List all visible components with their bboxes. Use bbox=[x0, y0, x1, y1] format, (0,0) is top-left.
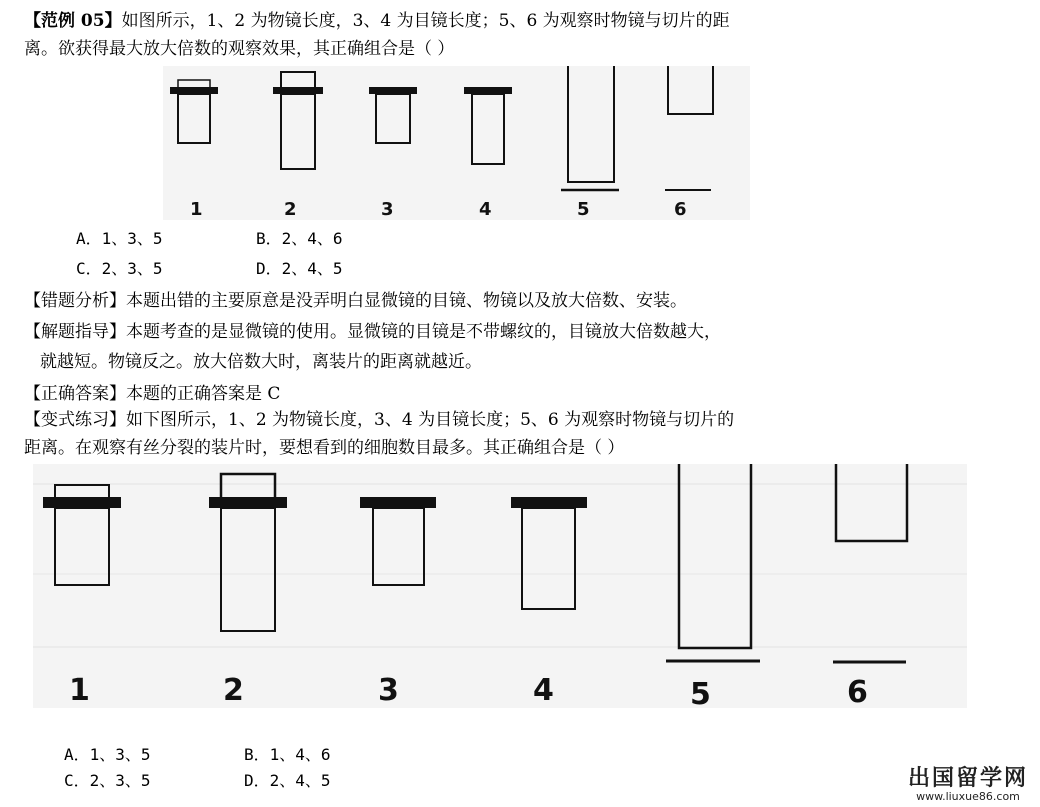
objective-6-tube-large bbox=[836, 464, 907, 541]
eyepiece-3-rim-large bbox=[360, 497, 436, 508]
objective-2-body bbox=[281, 94, 315, 169]
objective-2-thread-large bbox=[209, 497, 287, 508]
label-2-large: 2 bbox=[223, 673, 244, 708]
objective-1-cap-large bbox=[55, 485, 109, 499]
error-analysis: 【错题分析】本题出错的主要原意是没弄明白显微镜的目镜、物镜以及放大倍数、安装。 bbox=[24, 291, 687, 311]
label-3: 3 bbox=[381, 199, 394, 220]
example-tag: 【范例 05】 bbox=[24, 11, 122, 31]
objective-1-cap bbox=[178, 80, 210, 88]
solution-guide-line-2: 就越短。物镜反之。放大倍数大时，离装片的距离就越近。 bbox=[40, 352, 482, 372]
label-4-large: 4 bbox=[533, 673, 554, 708]
objective-2-thread bbox=[273, 87, 323, 94]
watermark-url: www.liuxue86.com bbox=[916, 790, 1020, 803]
variant-option-d: D．2、4、5 bbox=[244, 771, 331, 790]
eyepiece-4-rim-large bbox=[511, 497, 587, 508]
objective-5-tube bbox=[568, 66, 614, 182]
label-3-large: 3 bbox=[378, 673, 399, 708]
label-4: 4 bbox=[479, 199, 492, 220]
eyepiece-4-body-large bbox=[522, 508, 575, 609]
objective-1-body bbox=[178, 94, 210, 143]
variant-option-b: B．1、4、6 bbox=[244, 745, 331, 764]
example-option-a: A．1、3、5 bbox=[76, 229, 163, 248]
lens-diagram-small bbox=[163, 66, 750, 220]
label-2: 2 bbox=[284, 199, 297, 220]
objective-1-thread bbox=[170, 87, 218, 94]
eyepiece-3-rim bbox=[369, 87, 417, 94]
example-option-d: D．2、4、5 bbox=[256, 259, 343, 278]
eyepiece-4-body bbox=[472, 94, 504, 164]
objective-6-tube bbox=[668, 66, 713, 114]
eyepiece-3-body bbox=[376, 94, 410, 143]
label-5-large: 5 bbox=[690, 677, 711, 708]
example-question-text: 如图所示，1、2 为物镜长度，3、4 为目镜长度；5、6 为观察时物镜与切片的距 bbox=[121, 11, 730, 31]
lens-figure-small bbox=[163, 66, 750, 220]
variant-question-line-2: 距离。在观察有丝分裂的装片时，要想看到的细胞数目最多。其正确组合是（ ） bbox=[24, 438, 625, 458]
objective-5-tube-large bbox=[679, 464, 751, 648]
eyepiece-3-body-large bbox=[373, 508, 424, 585]
lens-diagram-large bbox=[33, 464, 967, 708]
watermark bbox=[908, 767, 1028, 803]
example-question-line-1 bbox=[24, 10, 730, 32]
label-1-large: 1 bbox=[69, 673, 90, 708]
label-1: 1 bbox=[190, 199, 203, 220]
eyepiece-4-rim bbox=[464, 87, 512, 94]
objective-1-thread-large bbox=[43, 497, 121, 508]
label-5: 5 bbox=[577, 199, 590, 220]
label-6-large: 6 bbox=[847, 675, 868, 708]
lens-figure-large bbox=[33, 464, 967, 708]
objective-2-cap-large bbox=[221, 474, 275, 499]
variant-option-a: A．1、3、5 bbox=[64, 745, 151, 764]
objective-2-body-large bbox=[221, 508, 275, 631]
objective-1-body-large bbox=[55, 508, 109, 585]
correct-answer: 【正确答案】本题的正确答案是 C bbox=[24, 384, 281, 404]
variant-question-line-1: 【变式练习】如下图所示，1、2 为物镜长度，3、4 为目镜长度；5、6 为观察时物镜与切片的 bbox=[24, 410, 735, 430]
solution-guide-line-1: 【解题指导】本题考查的是显微镜的使用。显微镜的目镜是不带螺纹的，目镜放大倍数越大， bbox=[24, 322, 721, 342]
example-option-b: B．2、4、6 bbox=[256, 229, 343, 248]
objective-2-cap bbox=[281, 72, 315, 88]
variant-option-c: C．2、3、5 bbox=[64, 771, 151, 790]
example-question-line-2: 离。欲获得最大放大倍数的观察效果，其正确组合是（ ） bbox=[24, 39, 455, 59]
label-6: 6 bbox=[674, 199, 687, 220]
example-option-c: C．2、3、5 bbox=[76, 259, 163, 278]
watermark-name: 出国留学网 bbox=[907, 766, 1028, 791]
